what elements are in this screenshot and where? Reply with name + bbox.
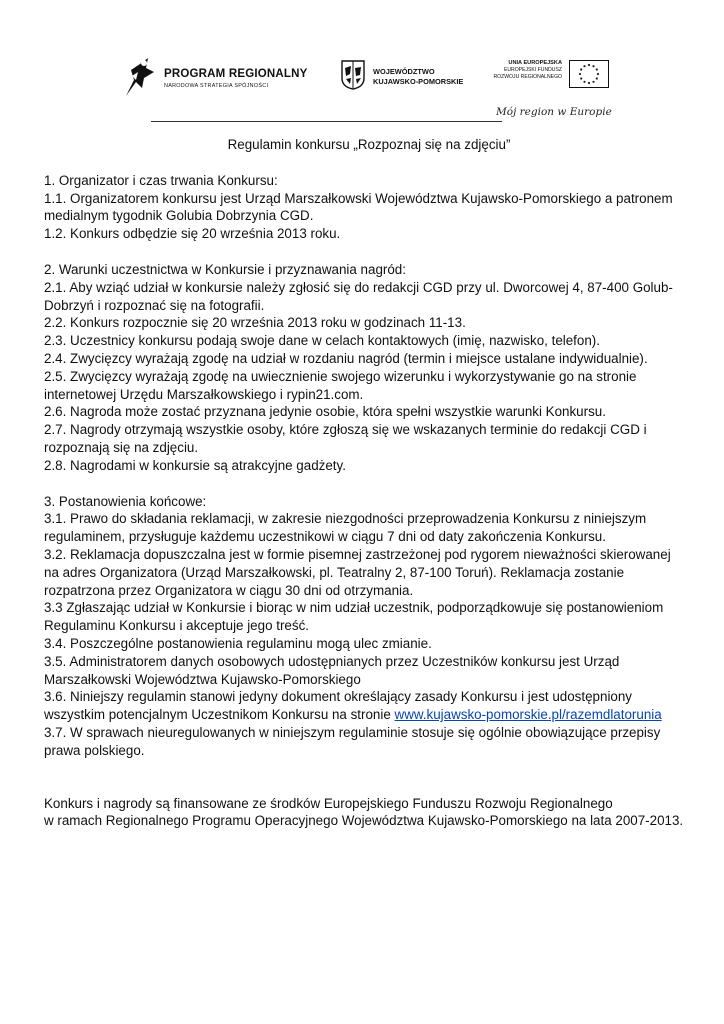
section2-line: rozpoznają się na zdjęciu. [44, 439, 199, 455]
regulations-website-link[interactable]: www.kujawsko-pomorskie.pl/razemdlatorunia [394, 707, 662, 723]
section3-line: Marszałkowski Województwa Kujawsko-Pomorskiego [44, 671, 361, 687]
eu-line3: ROZWOJU REGIONALNEGO [493, 73, 562, 80]
program-regionalny-logo [122, 54, 307, 100]
header-divider [151, 121, 502, 122]
section1-line: medialnym tygodnik Golubia Dobrzynia CGD. [44, 208, 314, 224]
funding-note-line: w ramach Regionalnego Programu Operacyjnego Województwa Kujawsko-Pomorskiego na lata 2007-2013. [44, 813, 684, 829]
eu-line1: UNIA EUROPEJSKA [508, 60, 562, 66]
section2-line: 2.2. Konkurs rozpocznie się 20 września 2013 roku w godzinach 11-13. [44, 315, 466, 331]
section3-line: regulaminem, przysługuje każdemu uczestnikowi w ciągu 7 dni od daty zakończenia Konkursu. [44, 529, 606, 545]
section3-line: Regulaminu Konkursu i akceptuje jego treść. [44, 618, 309, 634]
eu-line2: EUROPEJSKI FUNDUSZ [503, 67, 562, 73]
voivodeship-line1: WOJEWÓDZTWO [373, 67, 435, 76]
program-title: PROGRAM REGIONALNY [164, 68, 308, 80]
section3-line: 3.6. Niniejszy regulamin stanowi jedyny dokument określający zasady Konkursu i jest udostępniony [44, 689, 633, 705]
program-regionalny-logo-icon [122, 54, 158, 98]
section1-line: 1.2. Konkurs odbędzie się 20 września 2013 roku. [44, 226, 341, 242]
section1-heading: 1. Organizator i czas trwania Konkursu: [44, 172, 278, 188]
program-subtitle: NARODOWA STRATEGIA SPÓJNOŚCI [164, 83, 269, 89]
eu-flag-icon [569, 60, 609, 88]
section3-line: 3.3 Zgłaszając udział w Konkursie i biorąc w nim udział uczestnik, podporządkowuje się postanowieniom [44, 600, 664, 616]
voivodeship-crest-icon [341, 60, 365, 90]
section2-line: 2.5. Zwycięzcy wyrażają zgodę na uwiecznienie swojego wizerunku i wykorzystywanie go na stronie [44, 368, 637, 384]
section3-line: 3.1. Prawo do składania reklamacji, w zakresie niezgodności przeprowadzenia Konkursu z niniejszym [44, 511, 647, 527]
page-header [0, 0, 724, 130]
eu-logo [494, 58, 612, 94]
spacer [44, 475, 694, 493]
section2-line: 2.6. Nagroda może zostać przyznana jedynie osobie, która spełni wszystkie warunki Konkursu. [44, 404, 606, 420]
section2-line: 2.8. Nagrodami w konkursie są atrakcyjne gadżety. [44, 457, 346, 473]
section3-link-line [44, 706, 694, 724]
section3-heading: 3. Postanowienia końcowe: [44, 493, 207, 509]
section2-line: 2.7. Nagrody otrzymają wszystkie osoby, które zgłoszą się we wskazanych terminie do redakcji CGD i [44, 422, 647, 438]
section3-line: rozpatrzona przez Organizatora w ciągu 30 dni od otrzymania. [44, 582, 414, 598]
section3-line: 3.2. Reklamacja dopuszczalna jest w formie pisemnej zastrzeżonej pod rygorem nieważności skierowanej [44, 546, 671, 562]
section3-line: 3.4. Poszczególne postanowienia regulaminu mogą ulec zmianie. [44, 635, 432, 651]
section3-line: na adres Organizatora (Urząd Marszałkowski, pl. Teatralny 2, 87-100 Toruń). Reklamacja zostanie [44, 564, 625, 580]
section2-line: internetowej Urzędu Marszałkowskiego i rypin21.com. [44, 386, 364, 402]
section2-line: Dobrzyń i rozpoznać się na fotografii. [44, 297, 265, 313]
spacer [44, 760, 694, 795]
spacer [44, 243, 694, 261]
motto: Mój region w Europie [496, 106, 612, 118]
section3-line: prawa polskiego. [44, 742, 145, 758]
section1-line: 1.1. Organizatorem konkursu jest Urząd Marszałkowski Województwa Kujawsko-Pomorskiego a patronem [44, 190, 673, 206]
funding-note-line: Konkurs i nagrody są finansowane ze środków Europejskiego Funduszu Rozwoju Regionalnego [44, 795, 613, 811]
section2-line: 2.3. Uczestnicy konkursu podają swoje dane w celach kontaktowych (imię, nazwisko, telefon). [44, 333, 600, 349]
voivodeship-line2: KUJAWSKO-POMORSKIE [373, 77, 464, 86]
document-title: Regulamin konkursu „Rozpoznaj się na zdjęciu” [227, 137, 511, 152]
voivodeship-logo [341, 60, 471, 96]
section2-line: 2.1. Aby wziąć udział w konkursie należy zgłosić się do redakcji CGD przy ul. Dworcowej 4, 87-400 Golub- [44, 279, 673, 295]
section3-line: 3.5. Administratorem danych osobowych udostępnianych przez Uczestników konkursu jest Urząd [44, 653, 620, 669]
eu-text [494, 60, 563, 80]
section2-heading: 2. Warunki uczestnictwa w Konkursie i przyznawania nagród: [44, 261, 406, 277]
regulations-document [44, 130, 694, 830]
section2-line: 2.4. Zwycięzcy wyrażają zgodę na udział w rozdaniu nagród (termin i miejsce ustalane indywidualnie). [44, 350, 648, 366]
section3-line: 3.7. W sprawach nieuregulowanych w niniejszym regulaminie stosuje się ogólnie obowiązujące przepisy [44, 724, 661, 740]
link-line-prefix: wszystkim potencjalnym Uczestnikom Konkursu na stronie [44, 707, 395, 723]
